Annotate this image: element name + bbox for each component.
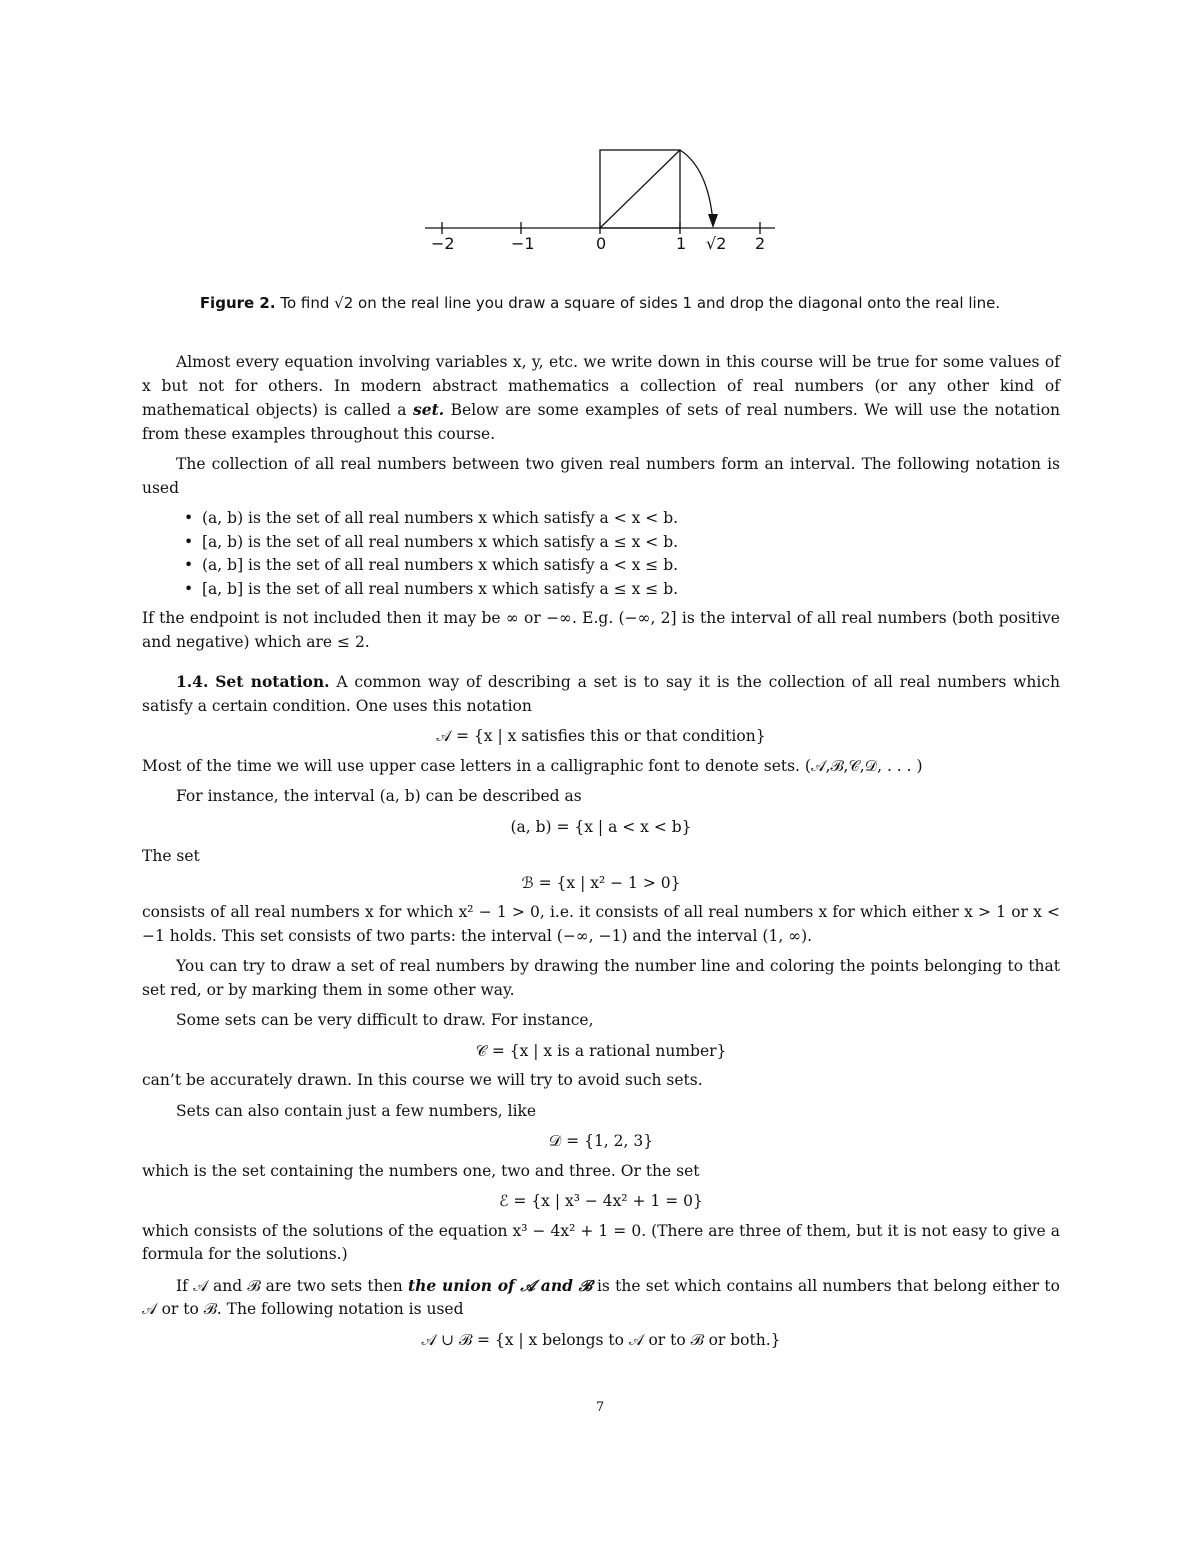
paragraph: can’t be accurately drawn. In this course we will try to avoid such sets. — [142, 1071, 703, 1089]
para14-post: is the set which contains all numbers that belong either to 𝒜 or to ℬ. The following notation is used — [142, 1276, 1060, 1318]
equation-B: ℬ = {x | x² − 1 > 0} — [521, 873, 681, 892]
figure-caption — [140, 294, 1060, 312]
arrow-head-icon — [708, 214, 718, 228]
para14-pre: If 𝒜 and ℬ are two sets then — [176, 1276, 403, 1295]
equation-interval: (a, b) = {x | a < x < b} — [510, 817, 692, 836]
drop-arc — [680, 150, 713, 222]
paragraph: which is the set containing the numbers one, two and three. Or the set — [142, 1161, 700, 1180]
paragraph: which consists of the solutions of the equation x³ − 4x² + 1 = 0. (There are three of them, but it is not easy to give a formula for the solutions.) — [142, 1221, 1060, 1263]
list-item: • (a, b) is the set of all real numbers x which satisfy a < x < b. — [202, 507, 1060, 531]
paragraph: Sets can also contain just a few numbers, like — [176, 1101, 537, 1120]
list-item: • [a, b) is the set of all real numbers x which satisfy a ≤ x < b. — [202, 531, 1060, 555]
figure-2 — [0, 0, 1200, 312]
tick-label: 2 — [755, 234, 766, 253]
equation-A: 𝒜 = {x | x satisfies this or that condition} — [436, 727, 766, 745]
tick-label: √2 — [706, 234, 727, 253]
tick-label: 0 — [596, 234, 607, 253]
caption-label: Figure 2. — [199, 294, 276, 312]
list-item: • [a, b] is the set of all real numbers x which satisfy a ≤ x ≤ b. — [202, 578, 1060, 602]
para1: Almost every equation involving variables x, y, etc. we write down in this course will be true for some values of x but not for others. In modern abstract mathematics a collection of real numbers (or any other kind of mathematical objects) is called a — [142, 353, 1060, 419]
list-item: • (a, b] is the set of all real numbers x which satisfy a < x ≤ b. — [202, 554, 1060, 578]
paragraph: Most of the time we will use upper case letters in a calligraphic font to denote sets. (𝒜,ℬ,𝒞,𝒟, . . . ) — [142, 756, 923, 775]
section-title: Set notation. — [215, 672, 330, 691]
paragraph — [142, 351, 1060, 446]
paragraph: Some sets can be very difficult to draw. For instance, — [176, 1011, 594, 1029]
equation-union: 𝒜 ∪ ℬ = {x | x belongs to 𝒜 or to ℬ or both.} — [421, 1330, 781, 1349]
section-text: A common way of describing a set is to say it is the collection of all real numbers which satisfy a certain condition. One uses this notation — [142, 673, 1060, 715]
body-text — [142, 351, 1060, 1358]
equation-C: 𝒞 = {x | x is a rational number} — [475, 1041, 727, 1060]
tick-label: 1 — [676, 234, 687, 253]
section-number: 1.4. — [176, 672, 209, 691]
paragraph: The collection of all real numbers between two given real numbers form an interval. The following notation is used — [142, 455, 1060, 497]
equation-E: ℰ = {x | x³ − 4x² + 1 = 0} — [499, 1192, 703, 1210]
paragraph: You can try to draw a set of real numbers by drawing the number line and coloring the points belonging to that set red, or by marking them in some other way. — [142, 957, 1060, 999]
term-set: set. — [413, 400, 445, 419]
page-number: 7 — [595, 1400, 605, 1415]
term-union: the union of 𝒜 and ℬ — [407, 1275, 592, 1295]
diagonal — [600, 150, 680, 228]
para1-end: Below are some examples of sets of real numbers. We will use the notation from these examples throughout this course. — [142, 401, 1061, 443]
paragraph: If the endpoint is not included then it may be ∞ or −∞. E.g. (−∞, 2] is the interval of all real numbers (both positive and negative) which are ≤ 2. — [142, 609, 1060, 651]
number-line-diagram — [0, 0, 1200, 300]
paragraph: For instance, the interval (a, b) can be described as — [176, 787, 582, 805]
equation-D: 𝒟 = {1, 2, 3} — [548, 1132, 654, 1150]
tick-label: −2 — [431, 234, 455, 253]
paragraph: consists of all real numbers x for which x² − 1 > 0, i.e. it consists of all real numbers x for which either x > 1 or x < −1 holds. This set consists of two parts: the interval (−∞, −1) and the interval (1, ∞). — [142, 903, 1060, 945]
caption-sqrt: √2 — [334, 294, 354, 312]
caption-post: on the real line you draw a square of sides 1 and drop the diagonal onto the real line. — [358, 294, 1001, 312]
tick-label: −1 — [511, 234, 535, 253]
caption-pre: To find — [280, 294, 330, 312]
paragraph — [142, 1274, 1060, 1322]
interval-list — [142, 507, 1060, 601]
paragraph: The set — [142, 847, 200, 865]
section-paragraph — [142, 670, 1060, 718]
